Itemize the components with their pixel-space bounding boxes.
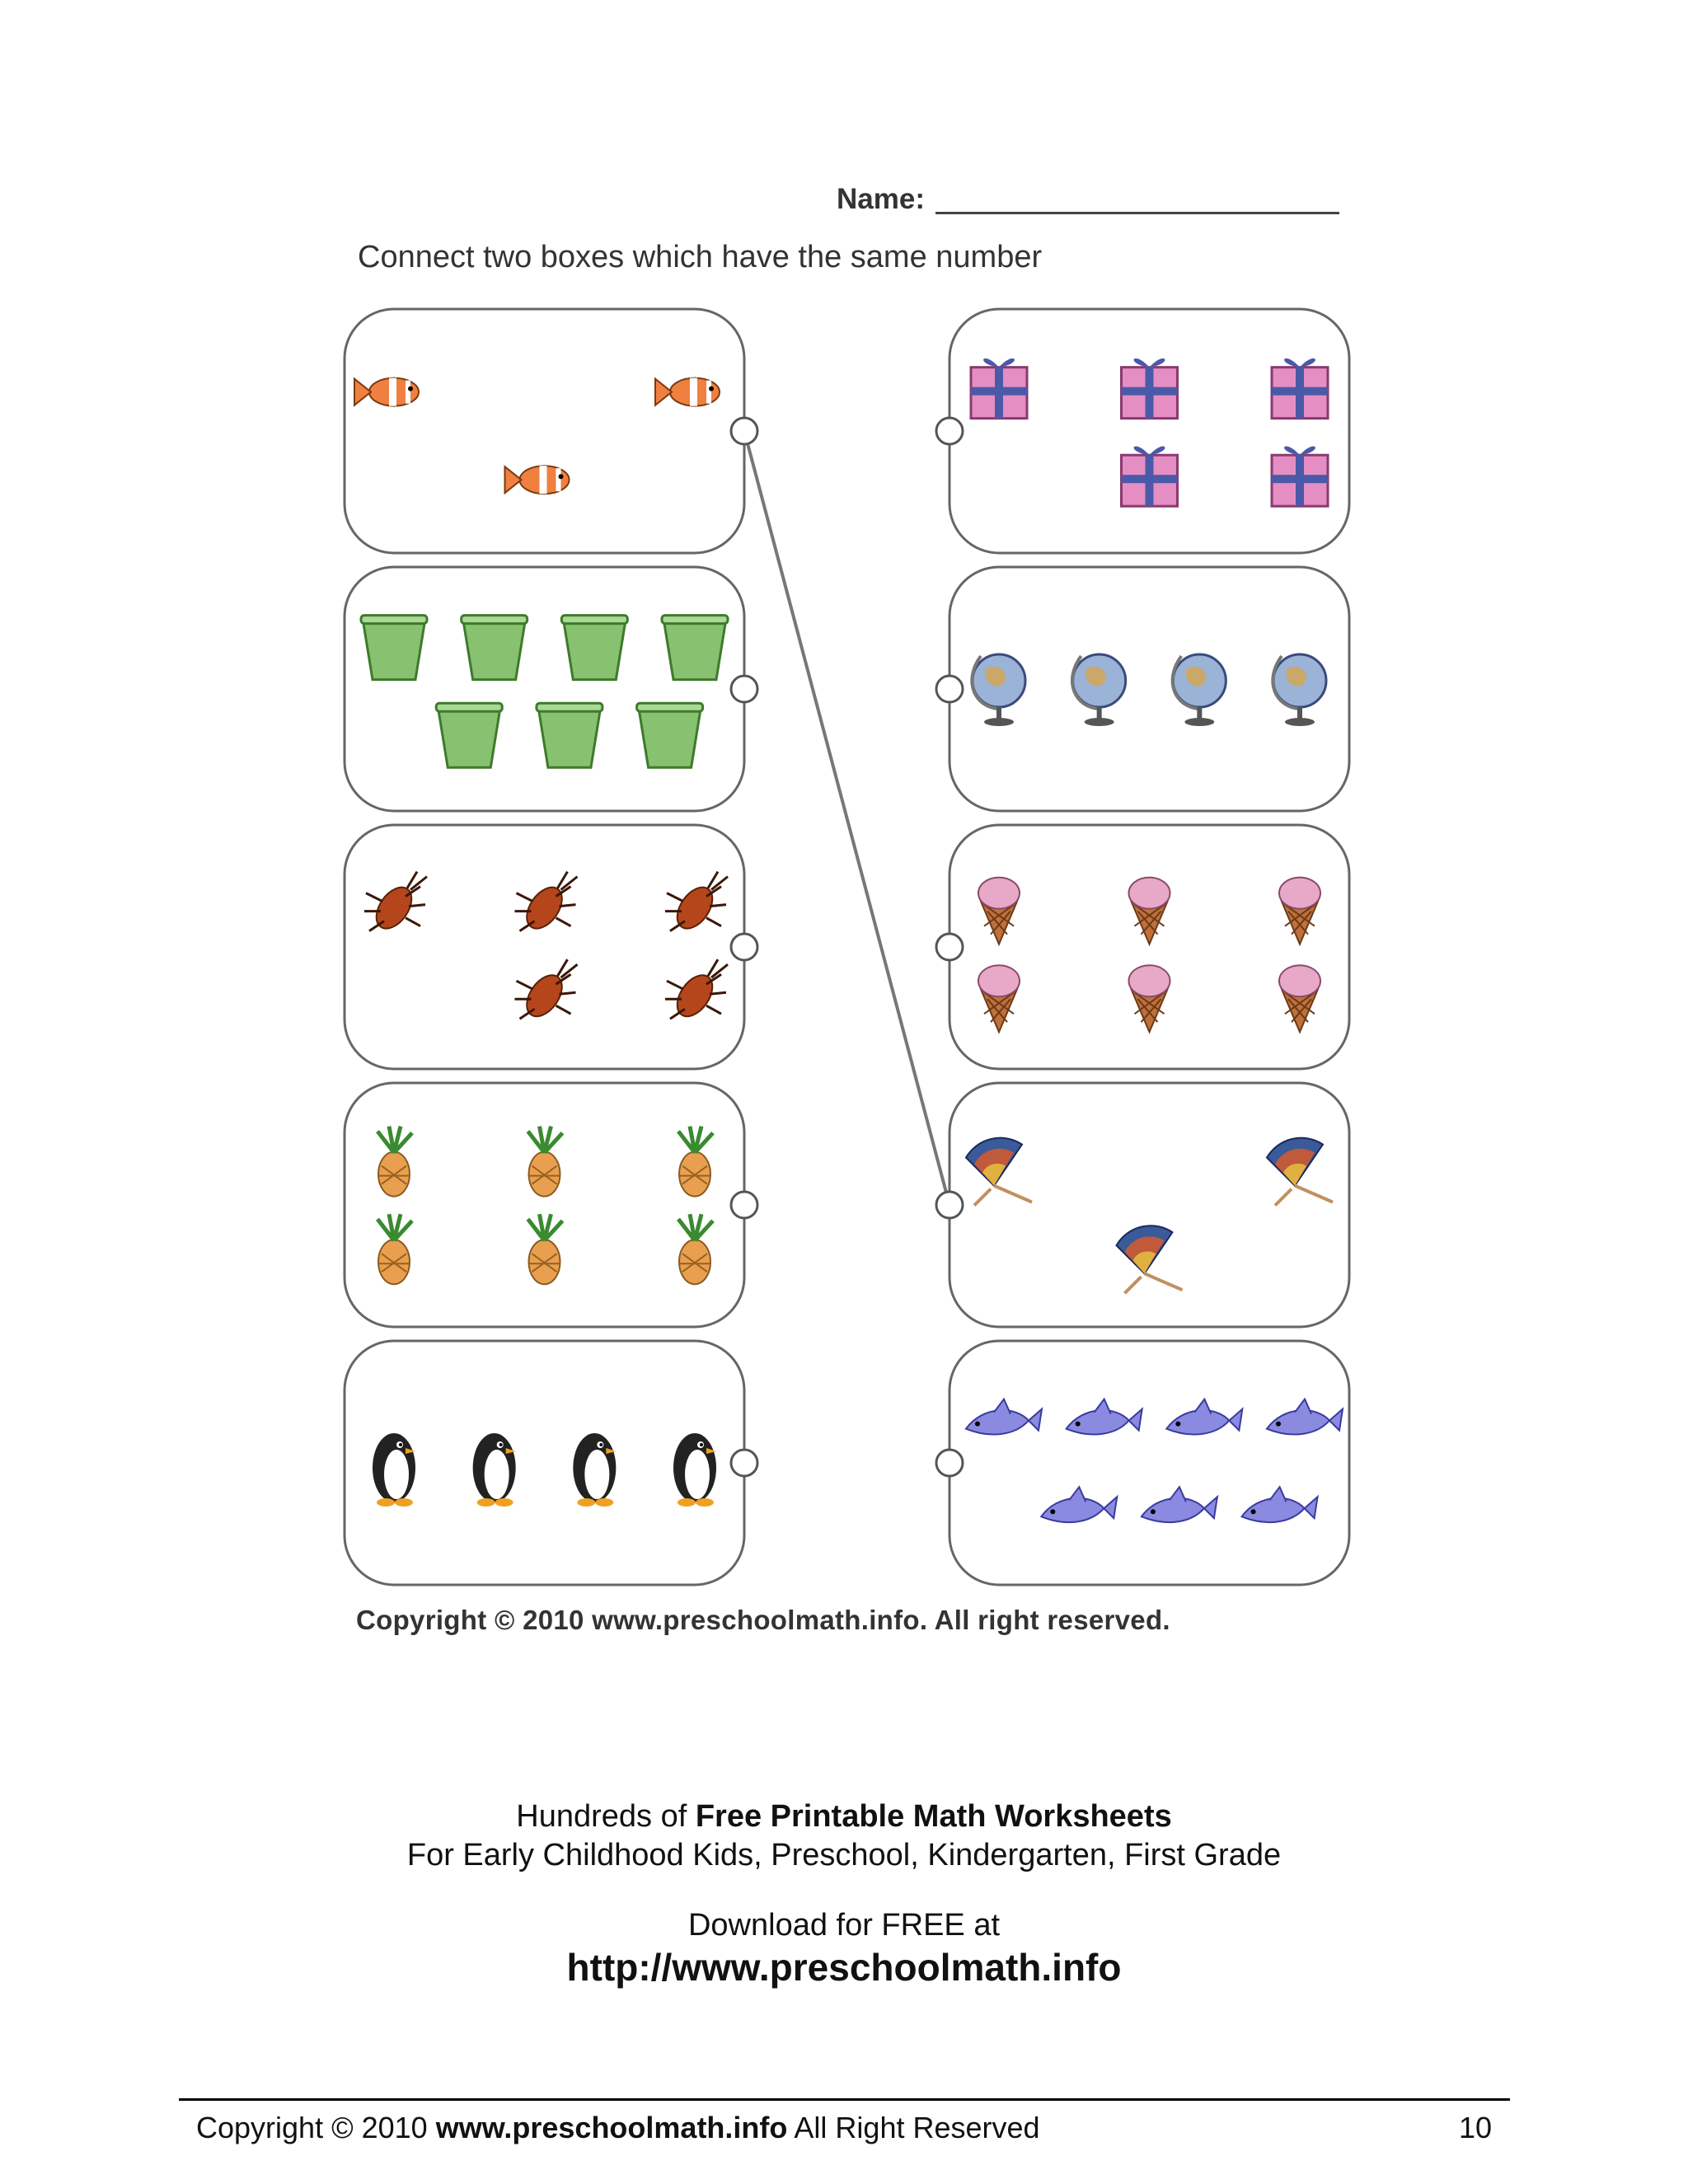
right-box-5: [936, 1341, 1349, 1585]
left-box-5-connector[interactable]: [731, 1450, 757, 1476]
page-number: 10: [1459, 2111, 1493, 2144]
left-box-2-connector[interactable]: [731, 676, 757, 702]
instruction-text: Connect two boxes which have the same number: [358, 240, 1043, 274]
promo-line-1: [0, 1799, 1688, 1835]
gift-icon: [971, 359, 1027, 419]
right-box-3: [936, 825, 1349, 1069]
right-box-4-connector[interactable]: [936, 1192, 963, 1218]
worksheet-copyright: Copyright © 2010 www.preschoolmath.info. All right reserved.: [356, 1605, 1170, 1635]
left-box-1: [345, 309, 757, 553]
cup-icon: [662, 616, 728, 680]
footer-divider: [179, 2098, 1510, 2101]
name-label: Name:: [837, 183, 925, 215]
footer-site: www.preschoolmath.info: [435, 2111, 788, 2144]
cup-icon: [637, 703, 703, 767]
promo-url-link[interactable]: http://www.preschoolmath.info: [566, 1946, 1122, 1989]
right-box-3-connector[interactable]: [936, 934, 963, 960]
left-box-3: [345, 825, 757, 1069]
right-box-4: [936, 1083, 1349, 1327]
gift-icon: [1272, 359, 1328, 419]
right-box-5-connector[interactable]: [936, 1450, 963, 1476]
gift-icon: [1122, 446, 1178, 506]
cup-icon: [462, 616, 528, 680]
promo-bold: Free Printable Math Worksheets: [695, 1799, 1172, 1834]
promo-line-3: Download for FREE at: [687, 1908, 1001, 1943]
promo-line-2: For Early Childhood Kids, Preschool, Kindergarten, First Grade: [406, 1838, 1282, 1872]
footer-copyright: [196, 2111, 1040, 2145]
left-box-4-connector[interactable]: [731, 1192, 757, 1218]
right-box-2: [936, 567, 1349, 811]
cup-icon: [361, 616, 427, 680]
cup-icon: [537, 703, 603, 767]
example-connection-line: [744, 431, 950, 1205]
footer-suffix: All Right Reserved: [787, 2111, 1040, 2144]
cup-icon: [436, 703, 502, 767]
right-box-1-connector[interactable]: [936, 418, 963, 444]
right-box-2-connector[interactable]: [936, 676, 963, 702]
left-box-3-connector[interactable]: [731, 934, 757, 960]
left-box-4: [345, 1083, 757, 1327]
cup-icon: [561, 616, 627, 680]
promo-prefix: Hundreds of: [516, 1799, 696, 1834]
right-box-1: [936, 309, 1349, 553]
left-box-5: [345, 1341, 757, 1585]
gift-icon: [1122, 359, 1178, 419]
left-box-1-connector[interactable]: [731, 418, 757, 444]
gift-icon: [1272, 446, 1328, 506]
footer-prefix: Copyright © 2010: [196, 2111, 436, 2144]
left-box-2: [345, 567, 757, 811]
